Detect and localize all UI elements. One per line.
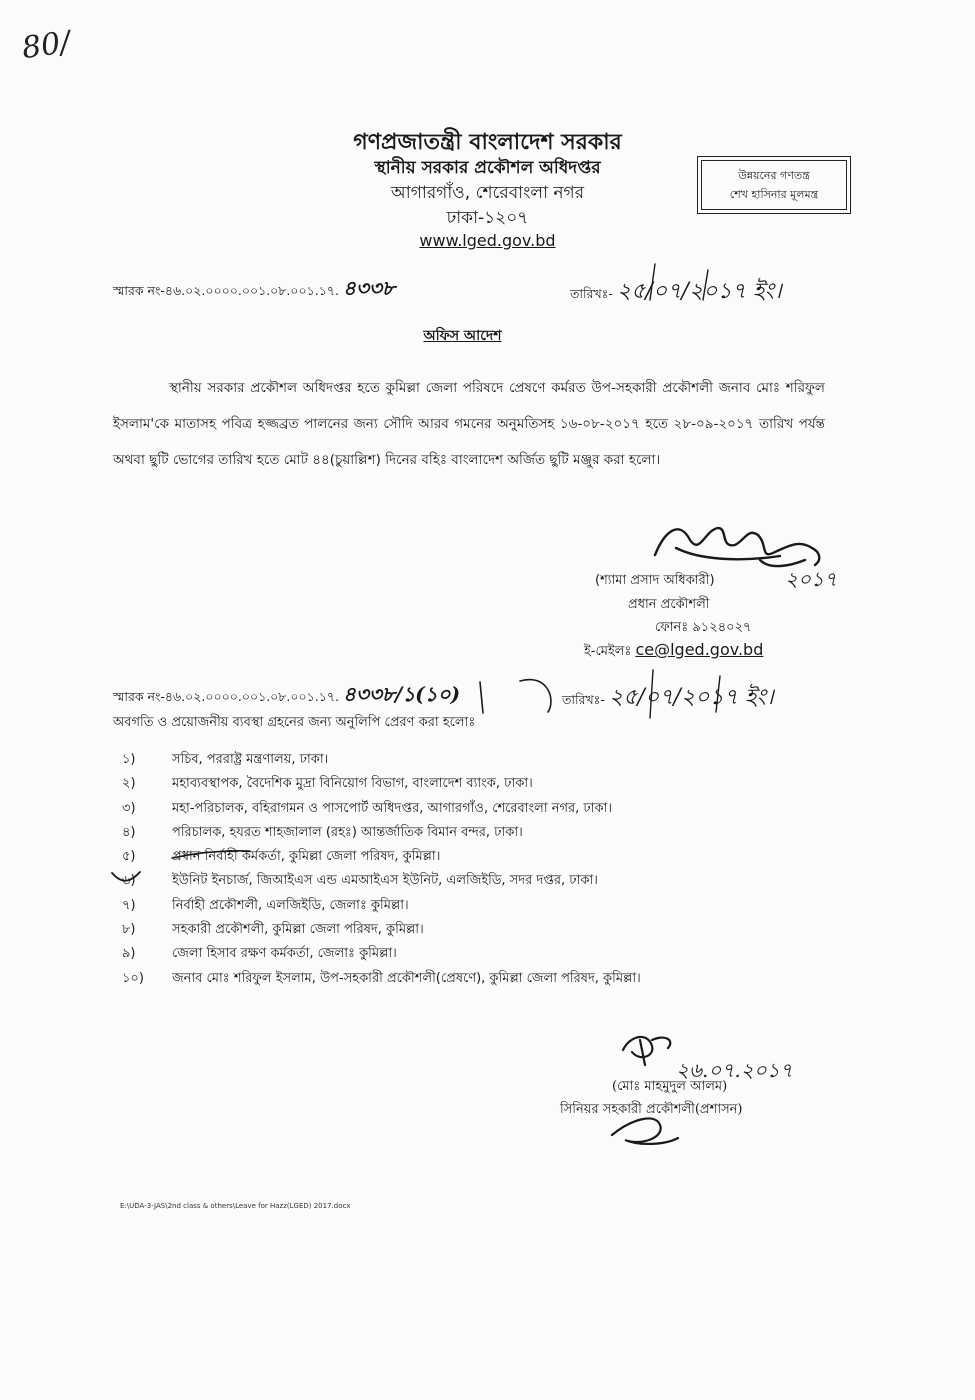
memo2-ref-handwritten: ৪৩৩৮/১(১০) bbox=[342, 682, 461, 706]
list-item: ২) মহাব্যবস্থাপক, বৈদেশিক মুদ্রা বিনিয়োগ বিভাগ, বাংলাদেশ ব্যাংক, ঢাকা। bbox=[122, 776, 533, 792]
signature-1-date: ২০১৭ bbox=[785, 567, 837, 591]
signature-2-date: ২৬.০৭.২০১৭ bbox=[676, 1058, 793, 1082]
memo-ref-handwritten: ৪৩৩৮ bbox=[342, 276, 395, 300]
signatory-2-designation: সিনিয়র সহকারী প্রকৌশলী(প্রশাসন) bbox=[560, 1102, 743, 1117]
order-body-paragraph: স্থানীয় সরকার প্রকৌশল অধিদপ্তর হতে কুমিল্লা জেলা পরিষদে প্রেষণে কর্মরত উপ-সহকারী প্রকৌশলী জনাব মোঃ শরিফুল ইসলাম'কে মাতাসহ পবিত্র হজ্জব্রত পালনের জন্য সৌদি আরব গমনের অনুমতিসহ ১৬-০৮-২০১৭ হতে ২৮-০৯-২০১৭ তারিখ পর্যন্ত অথবা ছুটি ভোগের তারিখ হতে মোট ৪৪(চুয়াল্লিশ) দিনের বহিঃ বাংলাদেশ অর্জিত ছুটি মঞ্জুর করা হলো। bbox=[113, 380, 825, 468]
memo-date-handwritten: ২৫/০৭/২০১৭ ইং। bbox=[616, 279, 782, 304]
government-title: গণপ্রজাতন্ত্রী বাংলাদেশ সরকার bbox=[353, 130, 622, 155]
memo2-ref-number bbox=[113, 680, 460, 713]
list-item: ৪) পরিচালক, হযরত শাহজালাল (রহঃ) আন্তর্জাতিক বিমান বন্দর, ঢাকা। bbox=[122, 824, 523, 840]
memo2-ref-label: স্মারক নং-৪৬.০২.০০০০.০০১.০৮.০০১.১৭. bbox=[113, 689, 339, 704]
list-item: ৬) ইউনিট ইনচার্জ, জিআইএস এন্ড এমআইএস ইউনিট, এলজিইডি, সদর দপ্তর, ঢাকা। bbox=[122, 873, 598, 889]
signatory-1-email-label: ই-মেইলঃ bbox=[584, 644, 632, 659]
signatory-1-name: (শ্যামা প্রসাদ অধিকারী) bbox=[595, 573, 715, 588]
list-item: ১) সচিব, পররাষ্ট্র মন্ত্রণালয়, ঢাকা। bbox=[122, 752, 329, 767]
file-path-footer: E:\UDA-3-JAS\2nd class & others\Leave for Hazz(LGED) 2017.docx bbox=[120, 1202, 351, 1210]
document-title: অফিস আদেশ bbox=[423, 328, 502, 344]
list-item: ৫) প্রধান নির্বাহী কর্মকর্তা, কুমিল্লা জেলা পরিষদ, কুমিল্লা। bbox=[122, 849, 441, 865]
distribution-list bbox=[122, 748, 822, 991]
signatory-1-phone: ফোনঃ ৯১২৪০২৭ bbox=[655, 620, 752, 635]
list-item: ৭) নির্বাহী প্রকৌশলী, এলজিইডি, জেলাঃ কুমিল্লা। bbox=[122, 897, 409, 913]
motto-box bbox=[697, 156, 851, 214]
list-item: ৩) মহা-পরিচালক, বহিরাগমন ও পাসপোর্ট অধিদপ্তর, আগারগাঁও, শেরেবাংলা নগর, ঢাকা। bbox=[122, 800, 613, 816]
memo2-date-label: তারিখঃ- bbox=[562, 692, 605, 707]
signatory-1-designation: প্রধান প্রকৌশলী bbox=[628, 597, 710, 612]
memo-ref-number bbox=[113, 274, 395, 307]
signatory-2-name: (মোঃ মাহমুদুল আলম) bbox=[612, 1079, 728, 1094]
corner-page-note: 80/ bbox=[19, 24, 73, 67]
signatory-1-email[interactable]: ce@lged.gov.bd bbox=[635, 640, 764, 659]
motto-line-2: শেখ হাসিনার মূলমন্ত্র bbox=[729, 188, 819, 201]
list-item: ৯) জেলা হিসাব রক্ষণ কর্মকর্তা, জেলাঃ কুমিল্লা। bbox=[122, 946, 397, 962]
memo2-date-handwritten: ২৫/০৭/২০১৭ ইং। bbox=[608, 685, 774, 710]
distribution-intro: অবগতি ও প্রয়োজনীয় ব্যবস্থা গ্রহনের জন্য অনুলিপি প্রেরণ করা হলোঃ bbox=[113, 715, 476, 730]
memo-ref-label: স্মারক নং-৪৬.০২.০০০০.০০১.০৮.০০১.১৭. bbox=[113, 283, 339, 298]
memo2-date bbox=[562, 680, 774, 717]
list-item: ১০) জনাব মোঃ শরিফুল ইসলাম, উপ-সহকারী প্রকৌশলী(প্রেষণে), কুমিল্লা জেলা পরিষদ, কুমিল্লা। bbox=[122, 970, 641, 986]
signatory-1-email-line bbox=[584, 640, 763, 663]
department-city: ঢাকা-১২০৭ bbox=[446, 208, 529, 228]
website-link[interactable]: www.lged.gov.bd bbox=[419, 231, 556, 250]
memo-date-label: তারিখঃ- bbox=[570, 286, 613, 301]
list-item: ৮) সহকারী প্রকৌশলী, কুমিল্লা জেলা পরিষদ, কুমিল্লা। bbox=[122, 922, 424, 938]
department-address: আগারগাঁও, শেরেবাংলা নগর bbox=[390, 183, 585, 203]
memo-date bbox=[570, 274, 782, 311]
motto-line-1: উন্নয়নের গণতন্ত্র bbox=[738, 169, 810, 182]
department-name: স্থানীয় সরকার প্রকৌশল অধিদপ্তর bbox=[374, 158, 601, 178]
